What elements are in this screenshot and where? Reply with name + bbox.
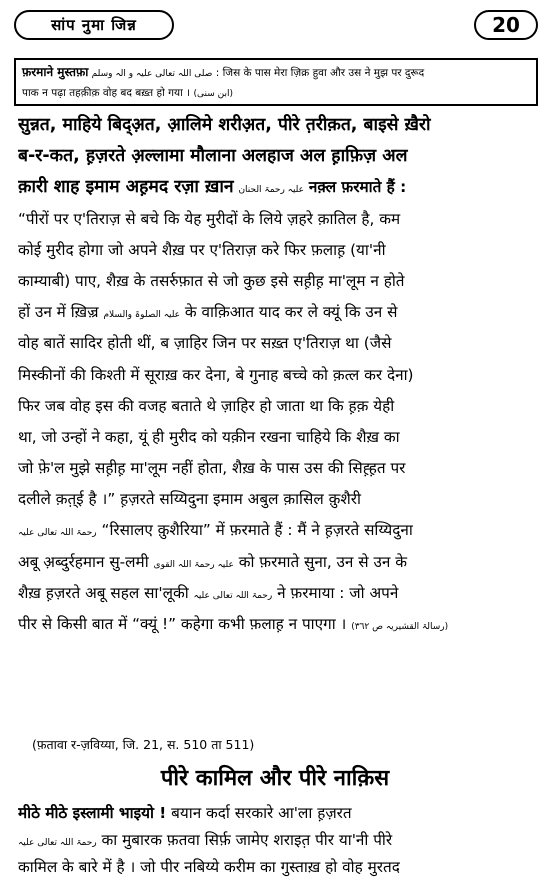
book-title: सांप नुमा जिन्न: [51, 16, 137, 34]
body-line: कामिल के बारे में है । जो पीर नबिय्ये करीम का गुस्ताख़ हो वोह मुरतद: [18, 858, 400, 876]
quote-intro: नक़्ल फ़रमाते हैं :: [308, 178, 407, 197]
section-body: [18, 800, 534, 881]
body-line: [18, 578, 534, 609]
honorific: علیہ رحمۃ الحنان: [238, 185, 305, 196]
hadith-box: [14, 58, 538, 106]
honorific: رحمۃ اللہ تعالی علیہ: [18, 528, 97, 539]
body-line: फिर जब वोह इस की वजह बताते थे ज़ाहिर हो जाता था कि ह़क़ येही: [18, 396, 395, 415]
body-text-segment: अबू अ़ब्दुर्रहमान सु-लमी: [18, 552, 149, 571]
body-line: कोई मुरीद होगा जो अपने शैख़ पर ए'तिराज़ करे फिर फ़लाह़ (या'नी: [18, 240, 386, 259]
body-line: [18, 547, 534, 578]
body-line: [18, 609, 534, 640]
body-line: वोह बातें सादिर होती थीं, ब ज़ाहिर जिन पर सख़्त ए'तिराज़ था (जैसे: [18, 334, 392, 353]
body-text-segment: हों उन में ख़िज़्र: [18, 303, 99, 322]
body-text-segment: “रिसालए क़ुशैरिया” में फ़रमाते हैं : मैं ने ह़ज़रते सय्यिदुना: [101, 521, 413, 540]
honorific: رحمۃ اللہ تعالی علیہ: [193, 590, 273, 601]
page-number-badge: [474, 10, 538, 40]
honorific: رحمۃ اللہ تعالی علیہ: [18, 838, 97, 848]
honorific: علیہ رحمۃ اللہ القوی: [153, 559, 234, 570]
reference-citation: (फ़तावा र-ज़विय्या, जि. 21, स. 510 ता 511): [32, 737, 255, 752]
section-heading: पीरे कामिल और पीरे नाक़िस: [160, 766, 390, 791]
body-line: ब-र-कत, ह़ज़रते अ़ल्लामा मौलाना अलहाज अल ह़ाफ़िज़ अल: [18, 146, 408, 167]
body-text-segment: शैख़ ह़ज़रते अबू सहल सा'लूकी: [18, 583, 189, 602]
hadith-label: फ़रमाने मुस्तफ़ा: [22, 65, 89, 79]
body-text-segment: को फ़रमाते सुना, उन से उन के: [238, 552, 407, 571]
book-title-badge: [14, 10, 174, 40]
imam-name: क़ारी शाह इमाम अह़मद रज़ा ख़ान: [18, 177, 234, 198]
body-line: [18, 800, 534, 827]
body-line: [18, 172, 534, 203]
hadith-line-2: [22, 84, 530, 104]
salawat-text: صلی اللہ تعالی علیہ و الہ وسلم: [91, 69, 213, 79]
body-line: [18, 515, 534, 546]
body-text-segment: पीर से किसी बात में “क्यूं !” कहेगा कभी फ़लाह़ न पाएगा ।: [18, 615, 347, 633]
body-line: “पीरों पर ए'तिराज़ से बचे कि येह मुरीदों के लिये ज़हरे क़ातिल है, कम: [18, 209, 401, 228]
body-line: काम्याबी) पाए, शैख़ के तसर्रुफ़ात से जो कुछ इसे सह़ीह़ मा'लूम न होते: [18, 271, 405, 290]
address-phrase: मीठे मीठे इस्लामी भाइयो !: [18, 804, 167, 822]
body-text-segment: ने फ़रमाया : जो अपने: [277, 583, 399, 602]
body-text-segment: के वाक़िआत याद कर ले क्यूं कि उन से: [184, 303, 398, 322]
body-line: मिस्कीनों की किश्ती में सूराख़ कर देना, बे गुनाह बच्चे को क़त्ल कर देना): [18, 365, 414, 384]
body-line: [18, 297, 534, 328]
honorific: علیہ الصلوۃ والسلام: [103, 310, 181, 321]
body-line: था, जो उन्हों ने कहा, यूं ही मुरीद को यक़ीन रखना चाहिये कि शैख़ का: [18, 427, 400, 446]
hadith-source: (ابن سنی): [193, 89, 234, 99]
hadith-line-1: [22, 63, 530, 84]
body-text-segment: बयान कर्दा सरकारे आ'ला ह़ज़रत: [171, 804, 352, 822]
main-body: [18, 110, 534, 640]
body-line: जो फ़े'ल मुझे सह़ीह़ मा'लूम नहीं होता, शैख़ के पास उस की सिह़्ह़त पर: [18, 459, 406, 478]
citation: (رسالۃ القشیریہ ص ٣٦٢): [351, 622, 449, 632]
hadith-text-2: पाक न पढ़ा तहक़ीक़ वोह बद बख़्त हो गया ।: [22, 87, 191, 99]
hadith-text-1: : जिस के पास मेरा ज़िक्र हुवा और उस ने मुझ पर दुरूद: [215, 67, 425, 79]
body-line: सुन्नत, माहिये बिद्अ़त, आ़लिमे शरीअ़त, पीरे त़रीक़त, बाइसे ख़ैरो: [18, 115, 431, 135]
page-number: 20: [492, 13, 520, 37]
body-text-segment: का मुबारक फ़तवा सिर्फ़ जामेए शराइत़ पीर या'नी पीरे: [101, 831, 393, 849]
body-line: [18, 827, 534, 854]
body-line: दलीले क़त़्ई है ।” ह़ज़रते सय्यिदुना इमाम अबुल क़ासिल क़ुशैरी: [18, 490, 361, 509]
